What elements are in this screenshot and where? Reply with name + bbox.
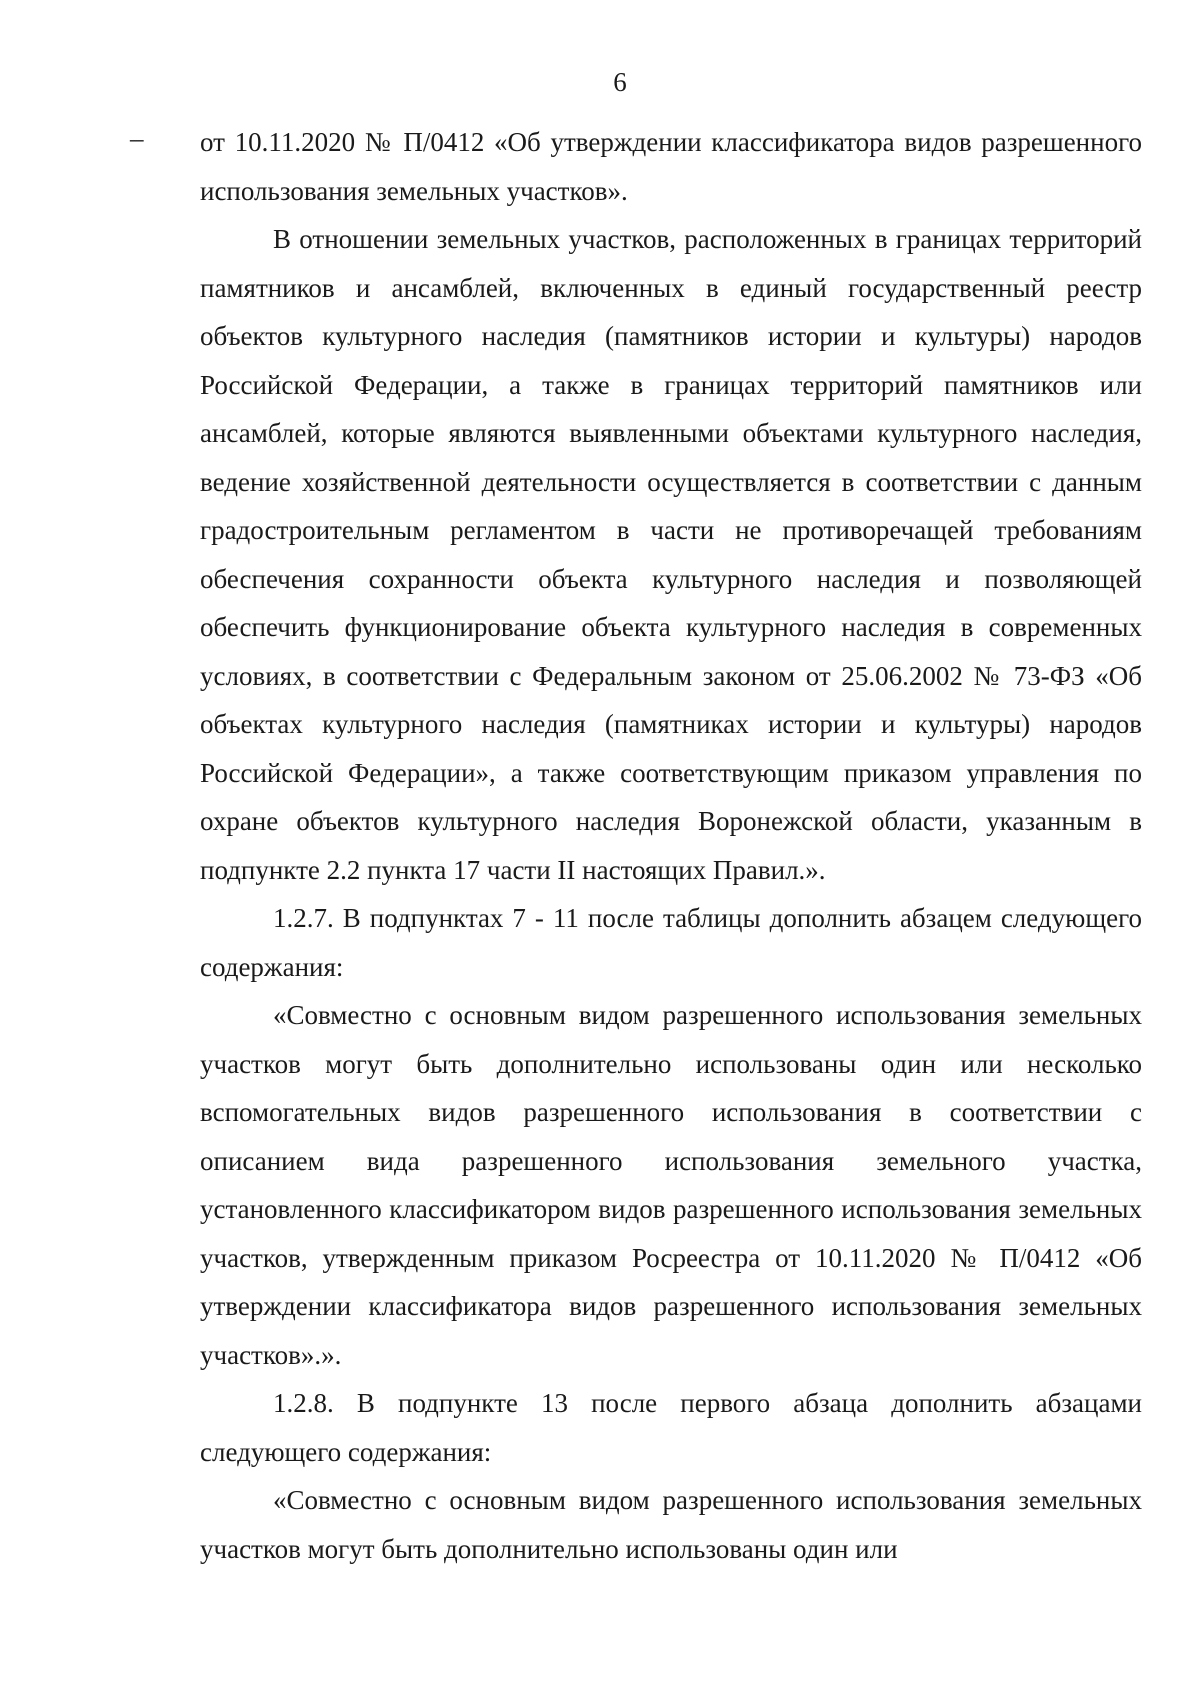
margin-dash-mark: –	[130, 123, 144, 153]
paragraph-quote-2: «Совместно с основным видом разрешенного использования земельных участков могут быть дополнительно использованы один или	[200, 1485, 1142, 1564]
paragraph-cultural-heritage: В отношении земельных участков, расположенных в границах территорий памятников и ансамблей, включенных в единый государственный реестр объектов культурного наследия (памятников истории и культуры) народов Российской Федерации, а также в границах территорий памятников или ансамблей, которые являются выявленными объектами культурного наследия, ведение хозяйственной деятельности осуществляется в соответствии с данным градостроительным регламентом в части не противоречащей требованиям обеспечения сохранности объекта культурного наследия и позволяющей обеспечить функционирование объекта культурного наследия в современных условиях, в соответствии с Федеральным законом от 25.06.2002 № 73-ФЗ «Об объектах культурного наследия (памятниках истории и культуры) народов Российской Федерации», а также соответствующим приказом управления по охране объектов культурного наследия Воронежской области, указанным в подпункте 2.2 пункта 17 части II настоящих Правил.».	[200, 224, 1142, 885]
paragraph-1-2-7: 1.2.7. В подпунктах 7 - 11 после таблицы дополнить абзацем следующего содержания:	[200, 903, 1142, 982]
paragraph-1-2-8: 1.2.8. В подпункте 13 после первого абзаца дополнить абзацами следующего содержания:	[200, 1388, 1142, 1467]
paragraph-quote-1: «Совместно с основным видом разрешенного использования земельных участков могут быть дополнительно использованы один или несколько вспомогательных видов разрешенного использования в соответствии с описанием вида разрешенного использования земельного участка, установленного классификатором видов разрешенного использования земельных участков, утвержденным приказом Росреестра от 10.11.2020 № П/0412 «Об утверждении классификатора видов разрешенного использования земельных участков».».	[200, 1000, 1142, 1370]
document-body	[200, 118, 1142, 1573]
paragraph-continuation: от 10.11.2020 № П/0412 «Об утверждении классификатора видов разрешенного использования земельных участков».	[200, 127, 1142, 206]
page-number: 6	[613, 67, 627, 97]
